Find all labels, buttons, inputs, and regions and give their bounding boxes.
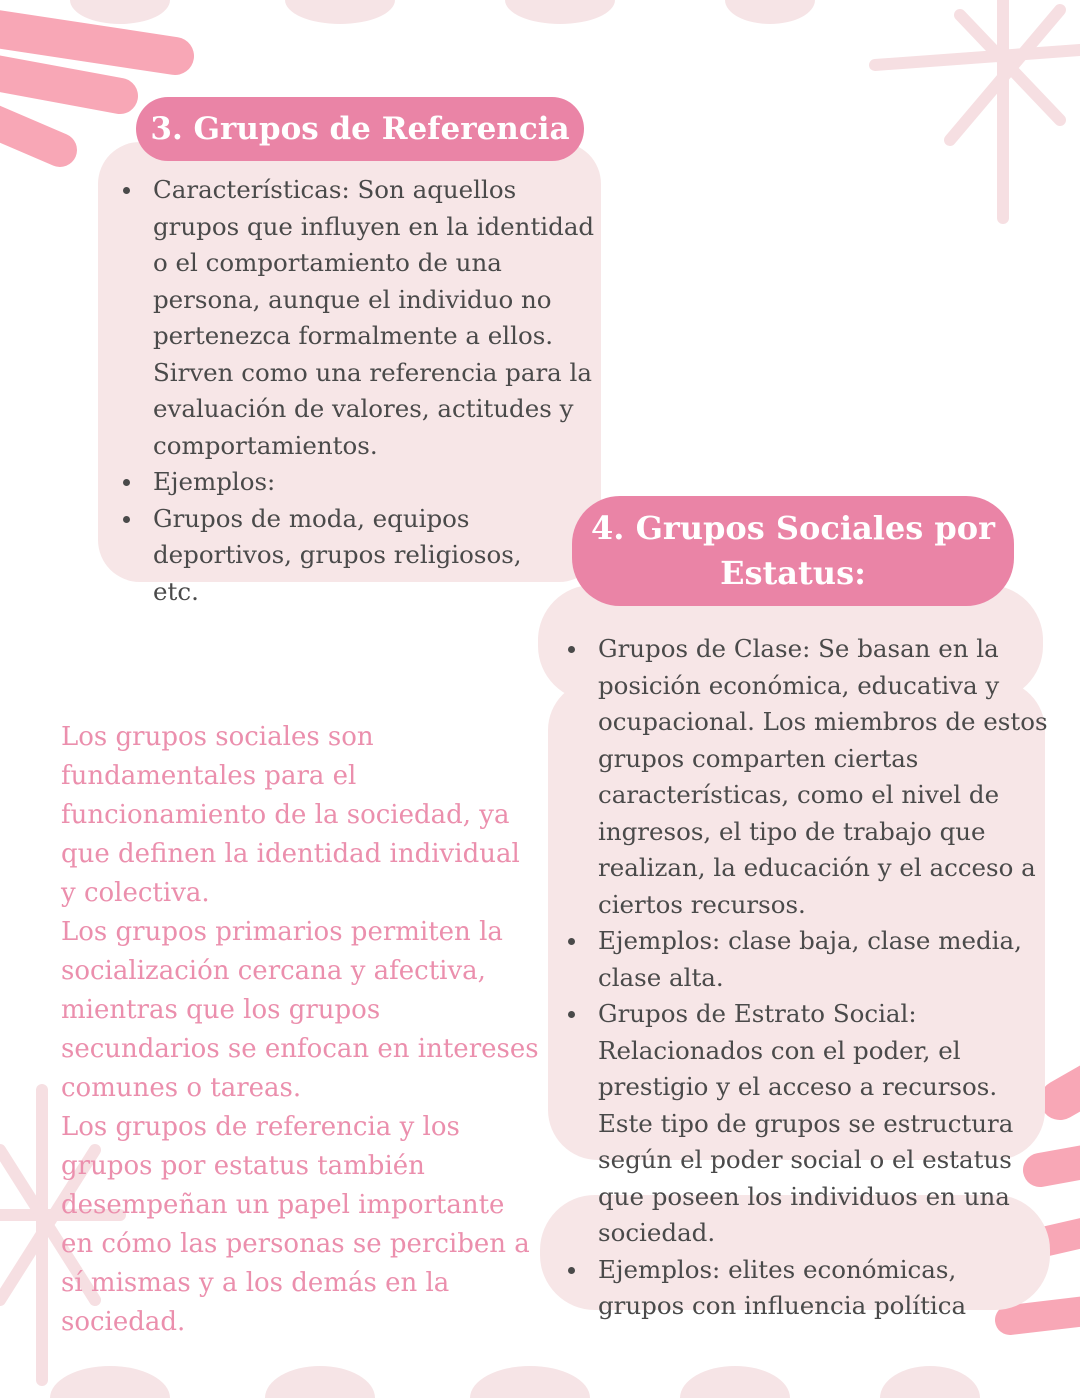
list-item: Ejemplos: elites económicas, grupos con influencia política	[568, 1252, 1048, 1325]
section-3-title: 3. Grupos de Referencia	[136, 97, 584, 161]
list-item: Ejemplos:	[123, 464, 603, 501]
conclusion-paragraph: Los grupos sociales son fundamentales para el funcionamiento de la sociedad, ya que definen la identidad individual y colectiva.	[61, 722, 520, 908]
conclusion-paragraph: Los grupos de referencia y los grupos por estatus también desempeñan un papel importante en cómo las personas se perciben a sí mismas y a los demás en la sociedad.	[61, 1112, 530, 1337]
section-3-list	[123, 172, 603, 610]
list-item: Grupos de Clase: Se basan en la posición económica, educativa y ocupacional. Los miembros de estos grupos comparten ciertas características, como el nivel de ingresos, el tipo de trabajo que realizan, la educación y el acceso a ciertos recursos.	[568, 631, 1048, 923]
list-item: Grupos de Estrato Social: Relacionados con el poder, el prestigio y el acceso a recursos. Este tipo de grupos se estructura según el poder social o el estatus que poseen los individuos en una sociedad.	[568, 996, 1048, 1252]
section-4-list	[568, 631, 1048, 1325]
list-item: Características: Son aquellos grupos que influyen en la identidad o el comportamiento de una persona, aunque el individuo no pertenezca formalmente a ellos. Sirven como una referencia para la evaluación de valores, actitudes y comportamientos.	[123, 172, 603, 464]
bottom-scallop-border	[50, 1366, 980, 1398]
section-4-title	[572, 496, 1014, 606]
top-right-star-shape	[875, 0, 1080, 218]
conclusion-text	[61, 718, 541, 1342]
conclusion-paragraph: Los grupos primarios permiten la socialización cercana y afectiva, mientras que los grupos secundarios se enfocan en intereses comunes o tareas.	[61, 917, 539, 1103]
list-item: Grupos de moda, equipos deportivos, grupos religiosos, etc.	[123, 501, 603, 611]
list-item: Ejemplos: clase baja, clase media, clase alta.	[568, 923, 1048, 996]
section-4-title-text: 4. Grupos Sociales por Estatus:	[591, 509, 995, 592]
top-scallop-border	[70, 0, 815, 24]
